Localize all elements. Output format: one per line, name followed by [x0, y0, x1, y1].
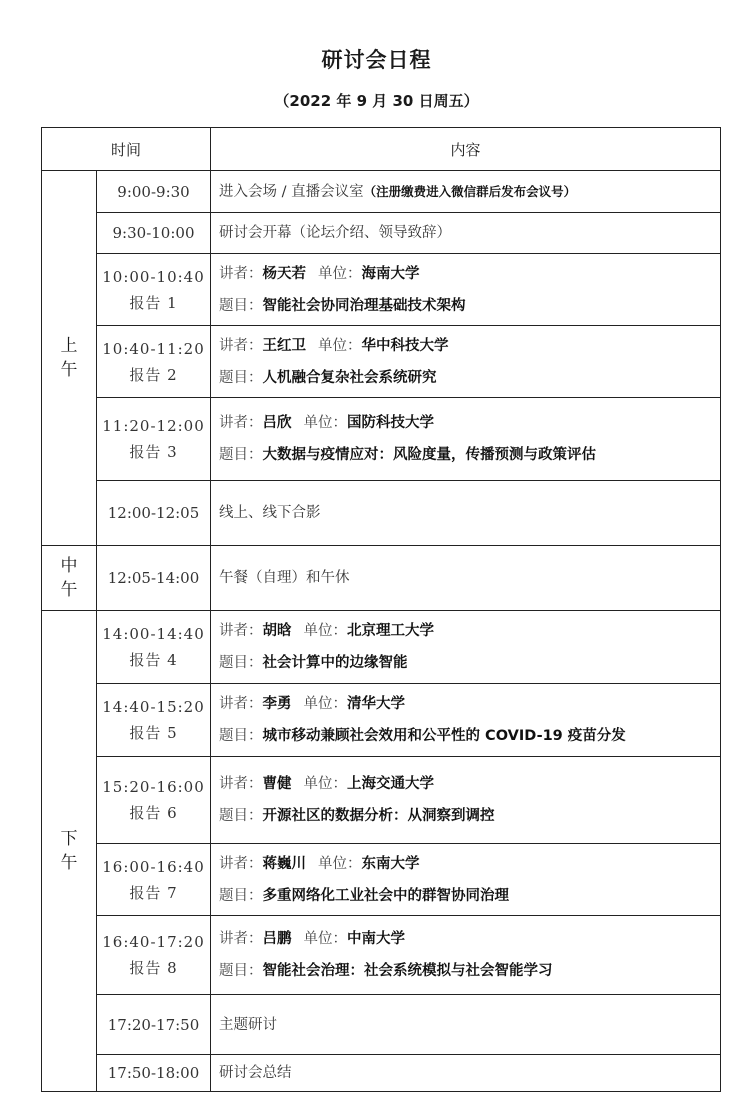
- talk-topic: 大数据与疫情应对：风险度量，传播预测与政策评估: [262, 447, 597, 463]
- time-cell: 17:50-18:00: [97, 1055, 211, 1092]
- table-row: [42, 326, 721, 398]
- speaker-name: 李勇: [262, 696, 292, 712]
- time-cell: 9:00-9:30: [97, 171, 211, 213]
- speaker-unit: 华中科技大学: [361, 337, 449, 354]
- report-label: 报告 5: [129, 724, 178, 742]
- table-row: [42, 213, 721, 254]
- header-time: 时间: [42, 128, 211, 171]
- report-label: 报告 8: [129, 959, 178, 977]
- speaker-unit: 东南大学: [361, 855, 420, 872]
- speaker-name: 杨天若: [262, 265, 307, 282]
- content-cell: 讲者：曹健 单位：上海交通大学 题目：开源社区的数据分析：从洞察到调控: [211, 757, 721, 844]
- table-row: [42, 684, 721, 757]
- talk-topic: 智能社会治理：社会系统模拟与社会智能学习: [262, 963, 553, 979]
- time-cell: 11:20-12:00 报告 3: [97, 398, 211, 481]
- table-row: [42, 481, 721, 546]
- speaker-unit: 国防科技大学: [347, 415, 435, 431]
- table-row: [42, 611, 721, 684]
- table-row: [42, 254, 721, 326]
- content-cell: 讲者：李勇 单位：清华大学 题目：城市移动兼顾社会效用和公平性的 COVID-19 疫苗分发: [211, 684, 721, 757]
- table-row: [42, 546, 721, 611]
- content-cell: 主题研讨: [211, 995, 721, 1055]
- talk-topic: 智能社会协同治理基础技术架构: [262, 297, 466, 314]
- report-label: 报告 2: [129, 365, 178, 384]
- report-label: 报告 7: [129, 883, 178, 902]
- speaker-name: 曹健: [262, 776, 292, 792]
- period-morning: 上午: [42, 171, 97, 546]
- speaker-unit: 海南大学: [361, 265, 420, 282]
- registration-note: （注册缴费进入微信群后发布会议号）: [363, 183, 577, 199]
- talk-topic: 多重网络化工业社会中的群智协同治理: [262, 887, 510, 904]
- table-row: [42, 398, 721, 481]
- speaker-name: 吕鹏: [262, 931, 292, 947]
- content-cell: 讲者：吕欣 单位：国防科技大学 题目：大数据与疫情应对：风险度量，传播预测与政策评估: [211, 398, 721, 481]
- time-cell: 12:05-14:00: [97, 546, 211, 611]
- period-noon: 中午: [42, 546, 97, 611]
- content-cell: 讲者：蒋巍川 单位：东南大学 题目：多重网络化工业社会中的群智协同治理: [211, 844, 721, 916]
- table-row: [42, 171, 721, 213]
- content-cell: 线上、线下合影: [211, 481, 721, 546]
- content-cell: 进入会场 / 直播会议室（注册缴费进入微信群后发布会议号）: [211, 171, 721, 213]
- speaker-name: 吕欣: [262, 415, 292, 431]
- content-cell: 午餐（自理）和午休: [211, 546, 721, 611]
- speaker-name: 蒋巍川: [262, 855, 307, 872]
- content-cell: 讲者：吕鹏 单位：中南大学 题目：智能社会治理：社会系统模拟与社会智能学习: [211, 916, 721, 995]
- speaker-unit: 上海交通大学: [347, 776, 435, 792]
- table-row: [42, 1055, 721, 1092]
- time-cell: 14:40-15:20 报告 5: [97, 684, 211, 757]
- time-cell: 17:20-17:50: [97, 995, 211, 1055]
- time-cell: 12:00-12:05: [97, 481, 211, 546]
- report-label: 报告 1: [129, 293, 178, 312]
- speaker-unit: 清华大学: [347, 696, 406, 712]
- report-label: 报告 6: [129, 804, 178, 822]
- period-afternoon: 下午: [42, 611, 97, 1092]
- event-date: （2022 年 9 月 30 日周五）: [274, 92, 479, 110]
- time-cell: 15:20-16:00 报告 6: [97, 757, 211, 844]
- content-cell: 讲者：杨天若 单位：海南大学 题目：智能社会协同治理基础技术架构: [211, 254, 721, 326]
- talk-topic: 开源社区的数据分析：从洞察到调控: [262, 808, 495, 824]
- table-row: [42, 995, 721, 1055]
- time-cell: 14:00-14:40 报告 4: [97, 611, 211, 684]
- talk-topic: 城市移动兼顾社会效用和公平性的 COVID-19 疫苗分发: [262, 728, 626, 744]
- table-row: [42, 844, 721, 916]
- table-row: [42, 757, 721, 844]
- time-cell: 9:30-10:00: [97, 213, 211, 254]
- content-cell: 讲者：王红卫 单位：华中科技大学 题目：人机融合复杂社会系统研究: [211, 326, 721, 398]
- table-row: [42, 916, 721, 995]
- speaker-unit: 北京理工大学: [347, 623, 435, 639]
- speaker-name: 胡晗: [262, 623, 292, 639]
- report-label: 报告 3: [129, 443, 178, 461]
- table-header-row: [42, 128, 721, 171]
- talk-topic: 人机融合复杂社会系统研究: [262, 369, 437, 386]
- header-content: 内容: [211, 128, 721, 171]
- speaker-unit: 中南大学: [347, 931, 406, 947]
- time-cell: 10:40-11:20 报告 2: [97, 326, 211, 398]
- speaker-name: 王红卫: [262, 337, 307, 354]
- content-cell: 研讨会总结: [211, 1055, 721, 1092]
- content-cell: 讲者：胡晗 单位：北京理工大学 题目：社会计算中的边缘智能: [211, 611, 721, 684]
- page-title: 研讨会日程: [321, 48, 432, 72]
- schedule-table: [41, 127, 721, 1092]
- talk-topic: 社会计算中的边缘智能: [262, 655, 408, 671]
- content-cell: 研讨会开幕（论坛介绍、领导致辞）: [211, 213, 721, 254]
- time-cell: 16:00-16:40 报告 7: [97, 844, 211, 916]
- report-label: 报告 4: [129, 651, 178, 669]
- time-cell: 10:00-10:40 报告 1: [97, 254, 211, 326]
- time-cell: 16:40-17:20 报告 8: [97, 916, 211, 995]
